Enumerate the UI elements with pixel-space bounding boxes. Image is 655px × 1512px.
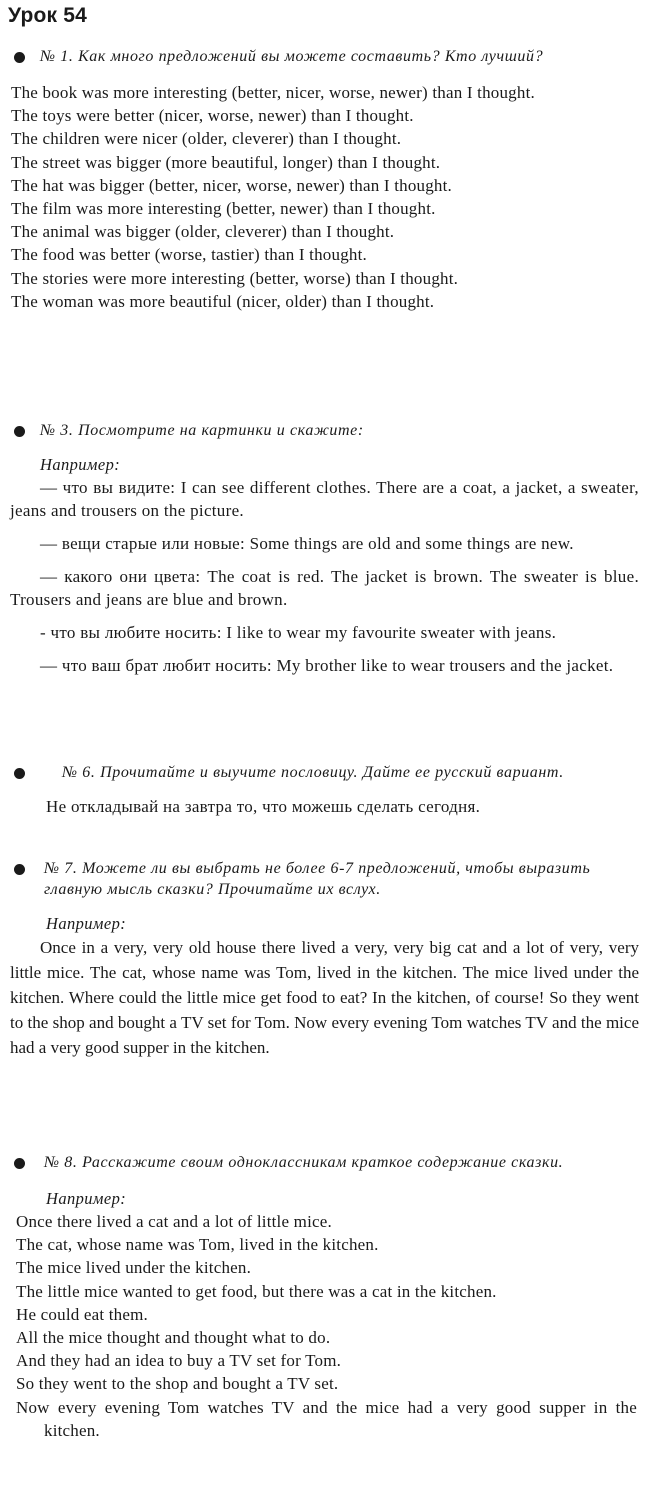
exercise-3-task: № 3. Посмотрите на картинки и скажите:	[0, 420, 655, 441]
exercise-7-task: № 7. Можете ли вы выбрать не более 6-7 предложений, чтобы выразить главную мысль сказки? Прочитайте их вслух.	[0, 858, 655, 900]
retelling-line: The little mice wanted to get food, but there was a cat in the kitchen.	[16, 1281, 497, 1301]
retelling-line: Once there lived a cat and a lot of little mice.	[16, 1212, 332, 1231]
exercise-6	[0, 762, 655, 818]
sentence-line: The animal was bigger (older, cleverer) than I thought.	[11, 222, 395, 242]
proverb-answer: Не откладывай на завтра то, что можешь сделать сегодня.	[46, 797, 481, 816]
bullet-icon	[14, 426, 25, 437]
exercise-6-task: № 6. Прочитайте и выучите пословицу. Дайте ее русский вариант.	[0, 762, 655, 783]
exercise-1	[0, 46, 655, 313]
retelling-lines	[0, 1210, 655, 1442]
sentence-line: The food was better (worse, tastier) than I thought.	[11, 245, 367, 265]
sentence-line: The toys were better (nicer, worse, newer) than I thought.	[11, 106, 414, 126]
exercise-8	[0, 1152, 655, 1442]
sentence-line: The street was bigger (more beautiful, longer) than I thought.	[11, 152, 441, 172]
example-item: — что ваш брат любит носить: My brother like to wear trousers and the jacket.	[40, 656, 614, 675]
sentence-line: The book was more interesting (better, nicer, worse, newer) than I thought.	[11, 83, 535, 102]
bullet-icon	[14, 768, 25, 779]
exercise-1-task: № 1. Как много предложений вы можете составить? Кто лучший?	[0, 46, 655, 67]
exercise-3	[0, 420, 655, 677]
retelling-line: He could eat them.	[16, 1304, 148, 1324]
sentence-line: The stories were more interesting (better, worse) than I thought.	[11, 268, 459, 288]
bullet-icon	[14, 864, 25, 875]
retelling-line: And they had an idea to buy a TV set for Tom.	[16, 1351, 342, 1371]
story-summary: Once in a very, very old house there lived a very, very big cat and a lot of very, very little mice. The cat, whose name was Tom, lived in the kitchen. The mice lived under the kitchen. Where could the little mice get food to eat? In the kitchen, of course! So they went to the shop and bought a TV set for Tom. Now every evening Tom watches TV and the mice had a very good supper in the kitchen.	[10, 938, 639, 1057]
retelling-line: All the mice thought and thought what to do.	[16, 1328, 331, 1348]
example-item: — что вы видите: I can see different clothes. There are a coat, a jacket, a sweater, jeans and trousers on the picture.	[10, 478, 639, 520]
example-label: Например:	[40, 455, 121, 474]
bullet-icon	[14, 52, 25, 63]
example-label: Например:	[46, 914, 127, 933]
exercise-8-task: № 8. Расскажите своим одноклассникам краткое содержание сказки.	[0, 1152, 655, 1173]
exercise-1-sentences	[0, 81, 655, 313]
lesson-title: Урок 54	[8, 4, 88, 27]
retelling-line: Now every evening Tom watches TV and the mice had a very good supper in the kitchen.	[16, 1397, 637, 1440]
example-item: - что вы любите носить: I like to wear my favourite sweater with jeans.	[40, 623, 557, 642]
retelling-line: The cat, whose name was Tom, lived in the kitchen.	[16, 1235, 379, 1255]
exercise-7	[0, 858, 655, 1060]
retelling-line: The mice lived under the kitchen.	[16, 1258, 252, 1278]
sentence-line: The children were nicer (older, cleverer) than I thought.	[11, 129, 402, 149]
sentence-line: The hat was bigger (better, nicer, worse, newer) than I thought.	[11, 175, 453, 195]
example-item: — вещи старые или новые: Some things are old and some things are new.	[40, 534, 574, 553]
sentence-line: The woman was more beautiful (nicer, older) than I thought.	[11, 291, 435, 311]
bullet-icon	[14, 1158, 25, 1169]
example-item: — какого они цвета: The coat is red. The jacket is brown. The sweater is blue. Trousers and jeans are blue and brown.	[10, 567, 639, 609]
example-label: Например:	[46, 1189, 127, 1208]
sentence-line: The film was more interesting (better, newer) than I thought.	[11, 199, 436, 219]
retelling-line: So they went to the shop and bought a TV set.	[16, 1374, 339, 1394]
